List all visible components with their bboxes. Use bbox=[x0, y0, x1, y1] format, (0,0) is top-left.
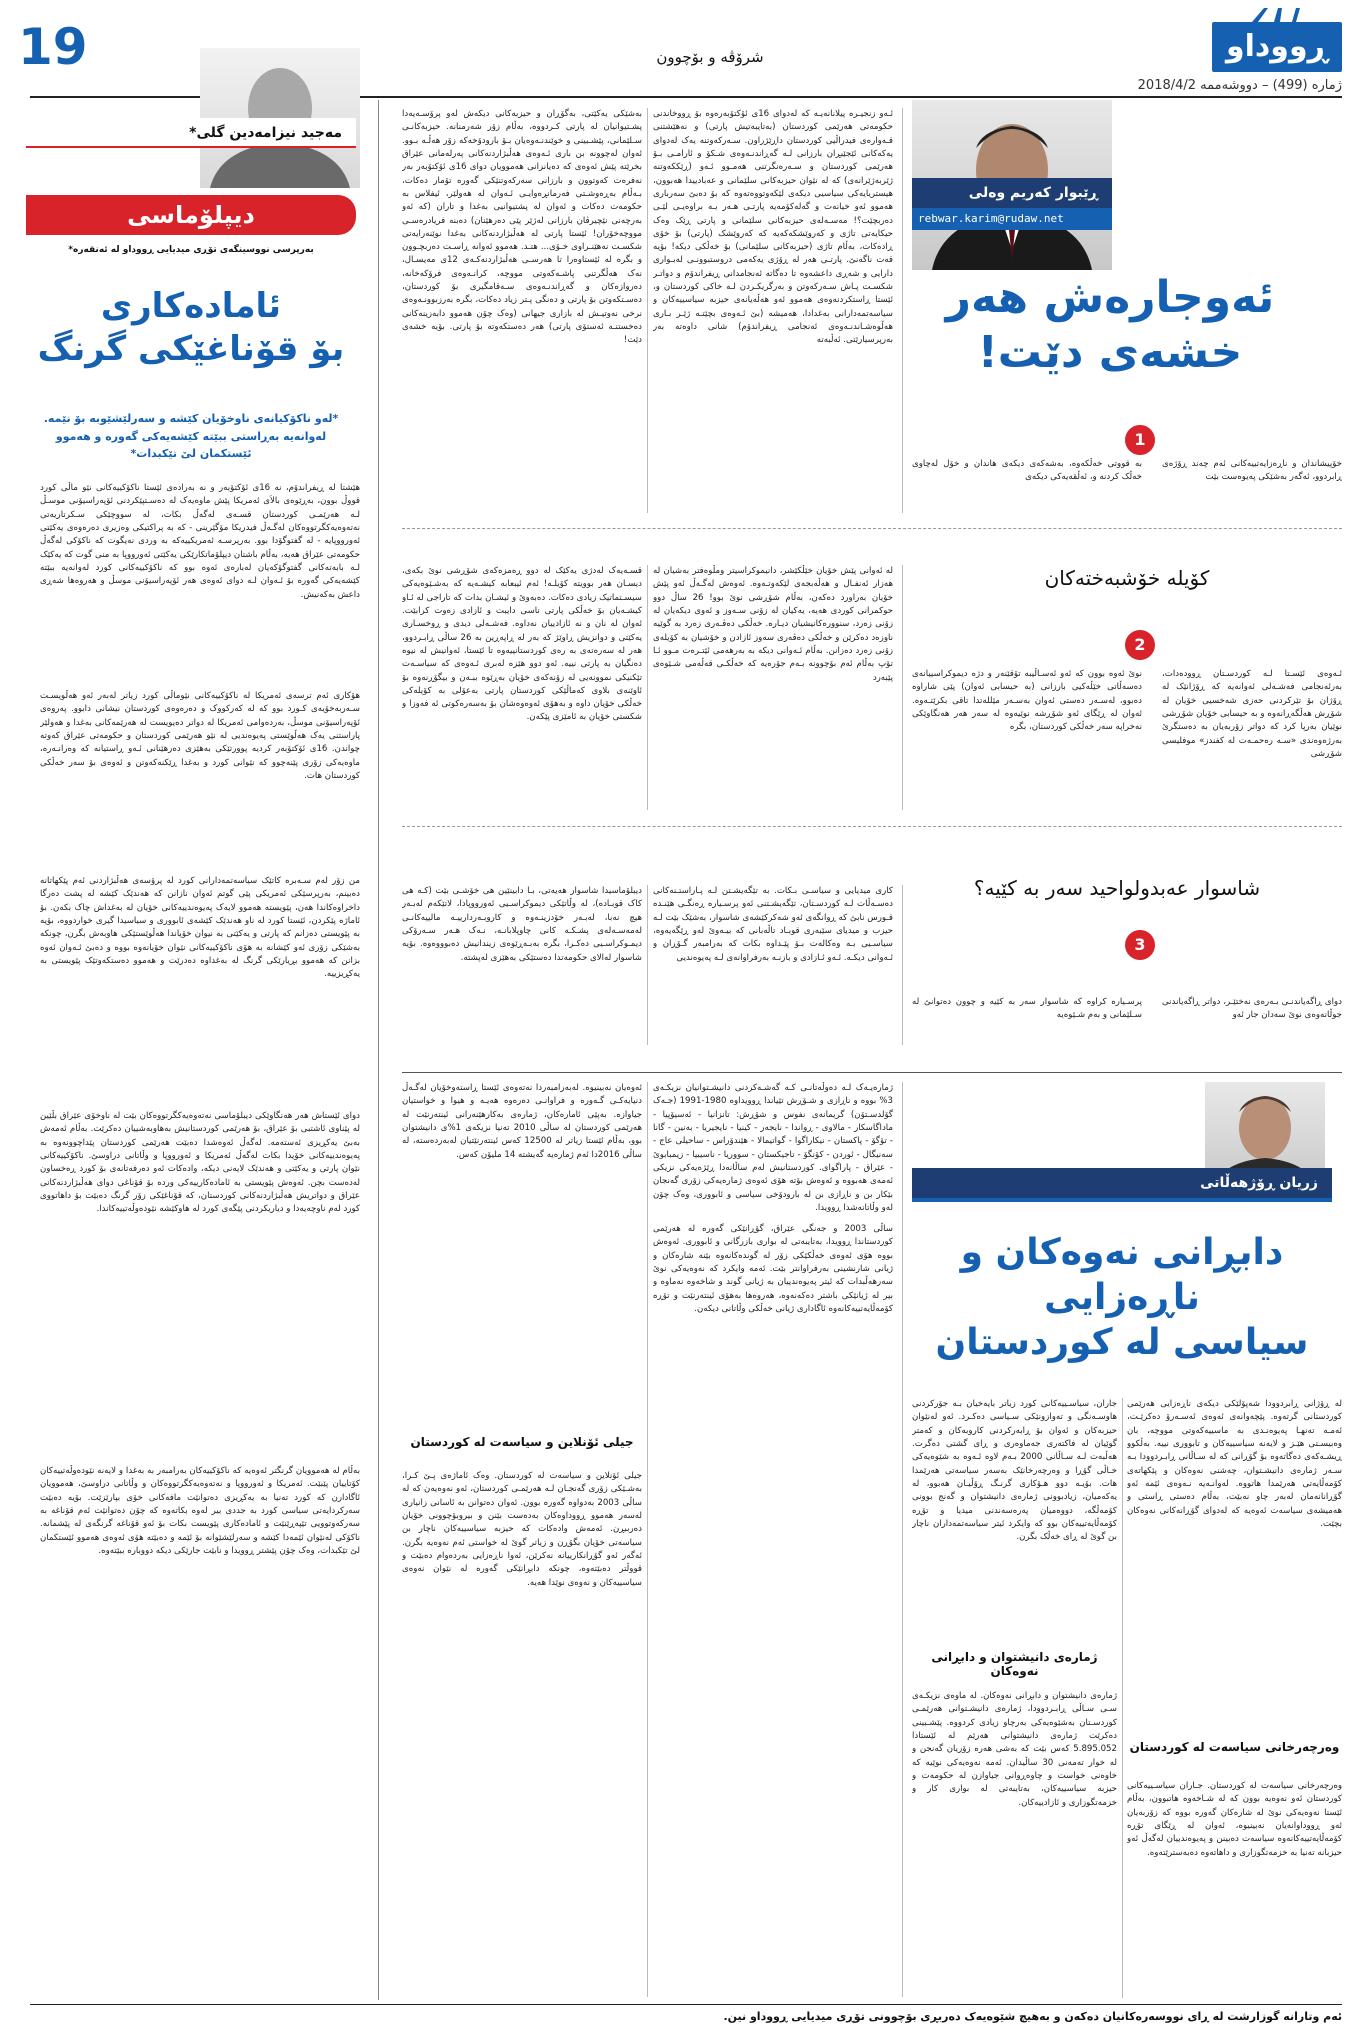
author-name: مەجید نیزامەدین گلی* bbox=[189, 125, 342, 141]
headline-article3 bbox=[902, 1230, 1342, 1365]
headline-article1 bbox=[890, 270, 1330, 380]
column-banner: دیپلۆماسی bbox=[26, 195, 356, 235]
article3-col3 bbox=[653, 1082, 893, 1992]
logo-rays-icon bbox=[1212, 8, 1342, 22]
article3-col3-b: ساڵی 2003 و جەنگی عێراق، گۆڕانێکی گەورە لە هەرێمی کوردستاندا ڕوویدا، بەتایبەتی لە بواری بازرگانی و ئابووری. ئەوەش بووە هۆی ئەوەی خەڵکێکی زۆر لە گوندەکانەوە بێنە شارەکان و ژیانی شارنشینی بەرفراوانتر بێت. ئەمە وایکرد کە نەوەیەکی نوێ سەرهەڵبدات کە ئیتر پەیوەندییان بە ژیانی گوند و شاخەوە نەماوە و بیر لە ژیانێکی باشتر دەکەنەوە، هەروەها بەهۆی ئینتەرنێت و تۆڕە کۆمەڵایەتییەکانەوە ئاگاداری ژیانی خەڵکی وڵاتانی دیکەن. bbox=[653, 1224, 893, 1314]
article2-body-p4: دوای ئێستاش هەر هەنگاوێکی دیبلۆماسی نەتەوەیەکگرتووەکان بێت لە ناوخۆی عێراق بڵێین لە پێناوی ئاشتبی بۆ عێراق، بۆ هەرێمی کوردستانیش بەهاوبەشییان دەکرێت. بەڵام ئەمەش بەبێ یەکڕیزی ئەستەمە. لەگەڵ ئەوەشدا دەبێت هەرێمی کوردستان پێداچوونەوە بە پەیوەندییەکانی خۆیدا بکات لەگەڵ ئەمریکا و ئەورووپا و وڵاتانی دراوسێ. ناکۆکییەکانی نێوان پارتی و یەکێتی و هەندێک لایەنی دیکە، وادەکات ئەو دەرفەتانەی بۆ کورد ڕەخساون لەدەست بچن. ئەوەش پێویستی بە ئامادەکارییەکی وردە بۆ قۆناغی دوای هەڵبژاردنەکانی عێراق و دواتریش هەڵبژاردنەکانی کوردستان، کە قۆناغێکی زۆر گرنگ دەبێت بۆ داهاتووی کورد لەم ناوچەیەدا و دیاریکردنی پێگەی کورد لە هاوکێشە نێودەوڵەتییەکاندا. bbox=[40, 1111, 360, 1215]
section-separator bbox=[402, 826, 1342, 827]
article3-col1-b: وەرچەرخانی سیاسەت لە کوردستان. جـاران سیاسـییەکانی کوردستان ئەو نەوەیە بوون کە لە شـاخەوە هاتبوون، بەڵام ئێستا نەوەیەکی نوێ لە شارەکان گەورە بووە کە زۆربەیان ئەو ڕووداوانەیان نەبینیوە، ئەوان لە ڕێگای تۆڕە کۆمەڵایەتییەکانەوە سیاسەت دەبینن و پەیوەندییان لەگەڵ ئەو حیزبانە تەنیا بە خزمەتگوزاری و داهاتەوە دەبەسترێتەوە. bbox=[1127, 1781, 1342, 1858]
headline-line2: بۆ قۆناغێکی گرنگ bbox=[37, 328, 345, 369]
part-badge-1: 1 bbox=[1125, 425, 1155, 455]
footer-rule bbox=[30, 2004, 1342, 2005]
article1-part2-col1: ئـەوەی ئێسـتا لـە کوردسـتان ڕوودەدات، بەرئەنجامی فەشـەلی ئەوانەیە کە ڕۆژانێک لە ڕۆژان بۆ تێرکردنی حەزی شەخسیی خۆیان لە شۆڕش هەڵگەڕانەوە و بە حیسابی خۆیان شۆڕشی نوێیان بەرپا کرد کە دواتر زۆربەیان بە دەستگرێ بەرژەوەندی «سـە رەحمـەت لە کفندز» موفلیسی شۆڕشی bbox=[1162, 669, 1342, 759]
article1-intro-col1: خۆپیشاندان و ناڕەزایەتییەکانی ئەم چەند ڕۆژەی ڕابردوو، ئەگەر بەشێکی پەیوەست بێت bbox=[1162, 459, 1342, 483]
article1-part1-col4: بەشێکی یەکێتی، بەگۆڕان و حیزبەکانی دیکەش لەو پرۆسـەیەدا پشـتیوانیان لە پارتی کـردووە، بەڵام زۆر شەرمنانە. حیزبەکانـی سـلێمانی، پێشـبینی و خوێندنـەوەیان بـۆ بارودۆخەکە زۆر هەڵـە بـوو. ئەوان لەچوونە بن باری ئـەوەی هەڵبژاردنەکانی پەرلەمانی عێراق بخرێتە پێش ئەوەی کە دەیانزانی هەموویان دوای 16ی ئۆکتۆبەر بەر نەفرەت کەوتوون و بارزانی سەرکەوتنێکی گەورە تۆمار دەکات، بـەڵام بەڕەوشـتی فەرمانڕەوایـی ئـەوان لە هەولێر، ئیفلاس بە حکومەت دەکات و ئەوان لە پشتیوانیی بەغدا و تاران (کە ئەو بەرچەنی نێچیرڤان بارزانی لەژێر پێی دەرهێنان) دەبنە فریادرەسـی مووچەخۆران! ئێستا پارتی لە هەڵبژاردنەکانی بەغدا نوێنەرایەتی شکسـت نەهێنـراوی خـۆی... هتـد. هەموو ئەوانە ڕاسـت دەربچـوون و بگرە لە ئێستاوەرا تا هەرسـی هەڵبژاردنەکـەی 12ی مەیسـال، نەک هەڵگرتنی پاشـەکەوتی مووچە، کرانـەوەی فرۆکەخانە، دەروازەکان و گەڕاندنـەوەی سـەقامگیری بۆ کوردستان، دەسـتکەوتن بۆ پارتی و دەنگی پـتر زیاد دەکات، بگرە بەرزبوونـەوەی نرخی نەوتیـش لە بازاری جیهانی (وەک چۆن هەموو دابەزینەکانی دەخستنـە ئەستۆی پارتی) هەر دەستکەوتە بۆ پارتی. بۆیە خشەی دێت! bbox=[402, 109, 642, 346]
issue-line: ژمارە (499) – دووشەممە 2018/4/2 bbox=[1137, 78, 1342, 93]
column-divider bbox=[378, 100, 379, 2000]
author-name-bar bbox=[912, 178, 1112, 208]
column-divider bbox=[647, 565, 648, 810]
part-badge-3: 3 bbox=[1125, 930, 1155, 960]
headline-line1: ئەوجارەش هەر bbox=[945, 272, 1275, 323]
column-divider bbox=[647, 108, 648, 513]
article3-col3-a: ژمارەیـەک لـە دەوڵەتانـی کـە گەشـەکردنی دانیشـتوانیان نزیکـەی 3% بووە و ناڕازی و شـۆڕش تێیاندا ڕوویداوە 1980-1991 (جـەک گۆلدسـتۆن) گریمانەی نفوس و شۆڕش: تانزانیا - ئەسیۆپیا - ماداگاسکار - مالاوی - ڕواندا - نایجەر - کینیا - نایجیریا - بەنین - گانا - تۆگۆ - پاکستان - نیکاراگوا - گواتیمالا - هێندۆراس - ساحیلی عاج - سەنیگال - ئوردن - کۆنگۆ - تاجیکستان - سووریا - ناسیبیا - زیمبابوێ - عێراق - پاراگوای. کوردستانیش لەم ساڵانەدا ڕێژەیەکی نزیکی ئەمەی هەبووە و ئەوەش بۆتە هۆی ئەوەی ژمارەیەکی زۆری گەنجان بێکار بن و ناڕازی بن لە بارودۆخی سیاسی و ئابووری، وەک چۆن لەو وڵاتانەشدا ڕوویدا. bbox=[653, 1083, 893, 1213]
article2-body-p5: بەڵام لە هەموویان گرنگتر ئەوەیە کە ناکۆکییەکان بەرامبەر بە بەغدا و لایەنە نێودەوڵەتییەکان کۆتاییان پێبێت. ئەمریکا و ئەورووپا و نەتەوەیەکگرتووەکان و وڵاتانی دراوسێ، هەموویان ئاگادارن کە کورد تەنیا بە یەکڕیزی دەتوانێت مافەکانی خۆی بپارێزێت. بۆیە دەبێت سەرکردایەتی سیاسی کورد بە جددی بیر لەوە بکاتەوە کە چۆن دەتوانێت ئەم قۆناغە بە سەرکەوتوویی تێپەڕێنێت و ئامادەکاری پێویست بکات بۆ ئەو قۆناغە گرنگەی لە پێشمانە. ناکۆکی لەنێوان ئێمەدا کێشە و سەرلێشێوانە بۆ ئێمە و دەبێتە هۆی ئەوەی هەموو ئێستکمان لێ تێکبدات، وەک چۆن پێشتر ڕوویدا و نابێت جارێکی دیکە دووبارە ببێتەوە. bbox=[40, 1466, 360, 1556]
article1-part2-col4: قسـەیەک لەدژی یەکێک لە دوو ڕەمزەکەی شۆڕشی نوێ بکەی، دیسـان هەر بوویتە کۆیلـە! ئەم ئیبعابە کیشـەیە کە بەشـێوەیەکی سیسـتماتیک زیادی دەکات. دەبەوێ و ئیشـان بدات کە تاراجی لە ئـاو کیشـەیان بۆ خەڵکی پارتی ناسی دایبت و ئازادی زەوت کرابێت. ئەوان لە نان و نە ئازادییان نەداوە. فەشـەلی دیدی و ڕوخسـاری یەکێتی و دوانزیش ڕاوێژ کە بەر لە ڕاپەڕین بە 26 ساڵی ڕابـردوو، هەر لە سەرەتەی بە رەی کوردستانییەوە تا ئێستا، ئەوانیش لە نیوە دەنگیان بە پارتی نییە. ئەو دوو هێزە لەبری ئـەوەی کە سیاسـەت تێکنیکی نموونەیی لە زۆنەکەی خۆیان بەڕێوە ببـەن و بیگۆڕنەوە بۆ ئاوێنەی بلاوی کەماڵێکی کوردستان پارتی بەعۆلی بە کۆیلەکی خەڵکی خۆیان داوە و بەهۆی ئەوەوەشان بۆ بەسەرەکوتی ئە فەوزا و شکستی خۆیان بە ئامێزی پێکەن. bbox=[402, 566, 642, 723]
headline-line2: سیاسی لە کوردستان bbox=[935, 1322, 1309, 1363]
section-separator bbox=[402, 528, 1342, 529]
article-separator bbox=[402, 1072, 1342, 1073]
column-divider bbox=[647, 1082, 648, 1997]
article3-col4-b: جیلی ئۆنلاین و سیاسەت لە کوردستان. وەک ئاماژەی پـێ کـرا، بەشـێکی زۆری گەنجـان لـە هەرێمـی کوردستان، ئەو نەوەیەن کە لە ساڵی 2003 بەدواوە گەورە بوون. ئەوان دەتوانن بە ئاسانی زانیاری لەسەر هەموو ڕووداوەکان بەدەست بێنن و بیروبۆچوونی خۆیان دەرببڕن. ئەمەش وادەکات کە حیزبە سیاسییەکان ناچار بن سیاسەتی خۆیان بگۆڕن و زیاتر گوێ لە خواستی ئەم نەوەیە بگرن. ئەگەر ئەو گۆڕانکارییانە نەکرێن، ئەوا ناڕەزایی بەردەوام دەبێت و قووڵتر دەبێتەوە، چونکە دابڕانێکی گەورە لە نێوان نەوەی سیاسییەکان و نەوەی نوێدا هەیە. bbox=[402, 1471, 642, 1588]
column-divider bbox=[647, 885, 648, 1045]
headline-article2 bbox=[26, 285, 356, 370]
article2-body-p2: هۆکاری ئەم ترسەی ئەمریکا لە ناکۆکییەکانی نێوماڵی کورد زیاتر لەبەر ئەو هەڵویسـت سـەربەخۆیەی کـورد بوو کە لە کەرکووک و دەرەوەی کوردستان نیشانی دابوو. پەروەی ئۆپەراسیۆنی موسڵ، بەردەوامی ئەمریکا لە دواتر دەیویست لە هەرێمەکانی بەغدا و هەولێر پاراستنی یەک هەڵوێستی پەیوەندیی لە نێو هەرێمی کوردستان و حکومەتی عێراق کەوتە چواندن. 16ی ئۆکتۆبەر کردیە پوورتێکی بەهێزی دەرهێنانی ئـەو ڕاستیانە کە وەرانـەرە، ماوەیەکی زۆری پێنەچوو کە نێوانی کورد و بەغدا ڕێکنەکەوتن و ئەوەی بۆ سەر خەڵکی کوردستان هات. bbox=[40, 691, 360, 781]
column-divider bbox=[902, 1082, 903, 1997]
author-tagline: بەرپرسی نووسینگەی تۆڕی میدیایی ڕووداو لە ئەنقەرە* bbox=[68, 245, 314, 255]
column-divider bbox=[1122, 1398, 1123, 1998]
author-name: زریان ڕۆژهەڵاتی bbox=[1200, 1175, 1318, 1191]
author-name: ڕێبوار کەریم وەلی bbox=[968, 185, 1098, 201]
article1-part1-col3: ئـەو زنجیـرە پیلانانەیـە کە لەدوای 16ی ئۆکتۆبەرەوە بۆ ڕووخاندنی حکومەتی هەرێمی کوردستان (بەتایبەتیش پارتی) و نەهێشتنی قـەوارەی فیدراڵیی کوردستان داڕێژراون. سـەرکەوتنە یەک لەدوای یەکەکانی ئێجێبڕان بارزانی لـە گەڕاندنـەوەی شـکۆ و ئارامـی بـۆ هەرێمی کوردستان و سـەرەنگرتنی هەمـوو ئـەو (ڕێککەوتنە ژێربەژێرانەی) کە لە نێوان حیزبەکانی سلێمانی و عەبادییدا هەبوون، هیستریایەکی سیاسیی دیکەی لێکەوتووەتەوە کە بۆ دەبێ سەرباری هەموو ئەو خیانەت و گەلەکۆمەیە پارتـی هـەر بـە براوەیـی لێـی دەربچێت؟! مەسـەلەی حیزبەکانی سلێمانی و پارتی ڕێک وەک حیکایەتی تاژی و کەروێشکەکەیە کە کەروێشک (پارتی) بۆ خۆی ڕادەکات، بەڵام تاژی (حیزبەکانی سلێمانی) بۆ خەڵکی دیکە! بۆیە قەت ناگەنێ. پارتـی هەر لە ڕۆژی یەکەمی دروستبوونـی لەبـواری دارایی و شەڕی داعشەوە تا دەگاتە ئەنجامدانی ڕیفراندۆم و دواتـر شکسـت پـاش سـەرکەوتن و بەرگریکـردن لـە خاکی کوردستان و، ئێستا ڕاستکردنەوەی هەموو ئەو هەڵەیانەی حیزبە سیاسییەکان و سیاسەتمەدارانی بەغدادا، هەمیشە (بێ ئـەوەی بچێتـە ژێـر بـاری هەڵوەشـاندنـەوەی ئەنجامی ڕیفراندۆم) شانی داوەتە بەر بەرپرسیارێتی. ئەڵبەتە bbox=[653, 109, 893, 346]
author-email: rebwar.karim@rudaw.net bbox=[912, 208, 1112, 230]
rudaw-logo: ڕووداو bbox=[1212, 22, 1342, 72]
column-divider bbox=[902, 108, 903, 513]
article3-subhead-2: ژمارەی دانیشتوان و دابڕانی نەوەکان bbox=[931, 1650, 1098, 1678]
article1-intro-col2: بە قووتی خەڵکەوە، بەشەکەی دیکەی هاندان و خۆل لەچاوی خەڵک کردنە و، ئەڵقەیەکی دیکەی bbox=[912, 459, 1142, 483]
article2-body-p1: هێشتا لە ڕیفراندۆم، نە 16ی ئۆکتۆبەر و نە بەرادەی ئێستا ناکۆکییەکانی نێو ماڵی کورد قووڵ بوون، بەڕێوەی بالاَی ئەمریکا پێش ماوەیەک لە دەسـتپێکردنی ئۆپەراسیۆنی موسـڵ لـە هەرێمـی کوردستان قسـەی لەگەڵ بکات، لە سووچێکی سـکرتاریەتی نەتەوەیەکگرتووەکان لەگـەڵ فیدریکا مۆگێرینی - کە بە پراکتیکی وەزیری دەرەوەی یەکێتی ئەورووپایە - لە گفتوگۆدا بوو. بەرپرسـە ئەمریکییەکە بە وردی نەیگوت کە ناکۆکی لەگەڵ حکومەتی عێراق هەیە، بەڵام باشتان دیپلۆماتکارێکی یەکێتی ئەورووپا بە منی گوت کە یەکێک لـە بابەتەکانی گفتوگۆکەیان لەبارەی ئەوە بوو کە ناکۆکییەکانی کورد لەوانەیە ببێتە کێشەیەکی گەورە بۆ ئـەوان لـە دوای ئەوەی هەر ئۆپەراسیۆنی موسڵ و هەروەها شەڕی داعش بەکەنیش. bbox=[40, 483, 360, 600]
article1-part3-col1: دوای ڕاگەیاندنـی بـەرەی نەختێـر، دواتر ڕاگەیاندنی جوڵانەوەی نوێ سەدان جار ئەو bbox=[1162, 997, 1342, 1021]
headline-line1: ئامادەکاری bbox=[100, 286, 282, 326]
headline-line2: خشەی دێت! bbox=[977, 327, 1243, 378]
article3-col1-a: لە ڕۆژانی ڕابردوودا شەپۆلێکی دیکەی ناڕەزایی هەرێمی کوردستانی گرتەوە. پێچەوانەی ئەوەی ئەسـەرۆ دەکرێـت، ئەمـە تەنهـا پەیوەنـدی بە ماسییەکەوتی مووچە، بان وەبیسـتی هێـز و لایەنە سیاسییەکان و تابووری نییە. بەڵکوو ڕیشـەکەی دەگاتەوە بۆ گۆڕانی کە لە سـاڵانی ڕابـردوودا بـە سـەر ژمارەی دانیشـتوان، چەشنی نەوەکان و پێکهاتەی کۆمەڵایەتی هەرێمدا هاتووە. لەوانـەیە نـەوەی ئێمە ئەو گۆڕانانەمان لەبەر چاو نەبێت، بەڵام دەستی ڕاستی و هەمیشەی سیاسەت ئەوەیە کە لەدوای گۆڕانەکانی نەوەکان بچێت. bbox=[1127, 1399, 1342, 1529]
name-underline bbox=[912, 1198, 1332, 1202]
article3-col4-a: ئەوەیان نەبینیوە. لەبەرامبەردا نەتەوەی ئێستا ڕاستەوخۆیان لەگـەڵ دنیایەکـی گـەورە و فراوانـی دەرەوە هەیـە و هیوا و خواستیان جیاوازە. بەپێی ئامارەکان، ژمارەی بەکارهێنەرانی ئینتەرنێت لە هەرێمی کوردستان لە ساڵی 2010 تەنیا نزیکەی 1%ی دانیشتوان بوو، بەڵام ئێستا زیاتر لە 12500 کەس ئینتەرنێتیان لەبەردەستە، لە ساڵی 2016دا ئەم ژمارەیە گەیشتە 14 ملیۆن کەس. bbox=[402, 1083, 642, 1160]
author-name-bar bbox=[912, 1168, 1332, 1198]
article3-subhead-1: وەرچەرخانی سیاسەت لە کوردستان bbox=[1129, 1740, 1340, 1754]
article1-part3-col2: پرسـیارە کراوە کە شاسوار سەر بە کێیە و چوون دەتوانێ لە سـلێمانی و بەم شـێوەیە bbox=[912, 997, 1142, 1021]
article2-deck: *لەو ناکۆکیانەی ناوخۆیان کێشە و سەرلێشێوبە بۆ نێمە. لەوانەیە بەڕاستی ببێتە کێشەیەکی گەورە و هەموو ئێستکمان لێ تێکبدات* bbox=[43, 412, 339, 461]
article3-col2-b: ژمارەی دانیشتوان و دابڕانی نەوەکان. لە ماوەی نزیکـەی سـی سـاڵی ڕابـردوودا، ژمارەی دانیشـتوانی هەرێمـی کوردسـتان بەشێوەیەکی بەرچاو زیادی کردووە. پێشـبینی دەکرێت ژمارەی دانیشتوانی هەرێم لە ئێستادا 5.895.052 کەس بێت کە بەشی هەرە زۆریان گەنجن و لە خوار تەمەنی 30 ساڵیدان. ئەمە نەوەیەکی نوێیە کە خاوەنی خواست و چاوەڕوانی جیاوازن لە حکومەت و حیزبە سیاسییەکان، بەتایبەتی لە بواری کار و خزمەتگوزاری و ئازادییەکان. bbox=[912, 1691, 1117, 1808]
headline-line1: دابڕانی نەوەکان و ناڕەزایی bbox=[960, 1232, 1284, 1318]
article1-part3-col4: دیبلۆماسیدا شاسوار هەیەتی، بـا دابینێین هی خۆشـی بێت (کـە هی کاک قوبـادە)، لە وڵاتێکی دیموکراسـیی ئەورووپادا، لاتێکەم لەبـەر هیچ نەبا، لەبـەر خۆدزینـەوە و کاروبـەردارییـە مالییەکانـی لەمەسـەلەی پشـکـە کانی چاوپلابانـە، نـەک هـەر سـەرۆکی دیمـوکراسـیی دەکـرا، بگرە بەبـەڕێوەی زیندانیش دەبوووەوە. بۆیە شاسوار لەالای حکومەتدا دەستێکی بەهێزی لەپشتە. bbox=[402, 886, 642, 963]
article3-subhead-3: جیلی ئۆنلاین و سیاسەت لە کوردستان bbox=[410, 1435, 634, 1449]
article3-col2-a: جاران، سیاسـییەکانی کورد زیاتر بایەخیان بـە جۆرکردنی هاوسـەنگی و تەوازونێکی سـیاسی دەکـرد. ئەو لەنێوان حیزبەکان و ئەوان بۆ ڕابەرکردنی کاروبەکان و کەمتر گوێیان لە فاکتەری جەماوەری و ڕای گشتی دەگرت. هەڵبەت لـە سـاڵانی 2000 بـەم لاوە ئـەوە بە شێوەیەکی خـاڵی گۆڕا و وەرچەرخانێک بەسەر سیاسەتی هەرێمدا هات. بۆیـە دوو هـۆکاری گرنـگ ڕۆڵیـان هەبوو، لە یەکەمیان، زیادبوونی ژمارەی دانیشتوان و گەنج بوونی کۆمەڵگە، دووەمیان پەرەسەندنی میدیا و تۆڕە کۆمەڵایەتییەکان بوو کە وایکرد ئیتر سیاسەتمەداران ناچار بن گوێ لە ڕای خەڵک بگرن. bbox=[912, 1399, 1117, 1543]
article1-part2-col2: نوێ ئەوە بوون کە ئەو ئەسـاڵیبە تۆقێنەر و دژە دیموکراسییانەی دەسەڵاتی خێڵەکیی بارزانی (بە حیسابی ئەوان) پێی شاراوە دەبوو، لەسـەر دەستی ئەوان بەسـەر مێللەتدا تاقی بکرێتـەوە. ئەوان لە ڕێگای ئەو شۆڕشە نوێیەوە لە سەر هەر هەنگاوێکی نەخراپە سەر خەڵکی کوردستان، بگرە bbox=[912, 669, 1142, 733]
page-footer: ئەم وتارانە گوزارشت لە ڕای نووسەرەکانیان دەکەن و بەهیچ شێوەیەک دەربڕی بۆچوونی تۆڕی میدیایی ڕووداو نین. bbox=[723, 2010, 1342, 2023]
part2-title: کۆیلە خۆشبەختەکان bbox=[1044, 566, 1210, 590]
column-divider bbox=[902, 885, 903, 1045]
section-title: شرۆڤە و بۆچوون bbox=[656, 48, 764, 66]
article1-part2-col3: لە ئەوانی پێش خۆیان خێڵکێشر، دانیموکراسیتر ومڵوەفتر بەشیان لە هەزار ئەنفـال و هەڵەبجەی لێکەوتـەوە. ئەوەش لەگـەڵ ئەو پێش خۆیان بەراورد دەکەن، بەڵام شۆڕشی نوێ بوو! 26 ساڵ دوو حوکمرانی کوردی هەیە، یەکیان لە زۆنی سـەوز و ئەوی دیکەیان لە زۆنی زەرد، سنوورەکانیشیان دیـارە. خەڵکی دەڤـەری زەرد بە گوێیە ناوزەد دەکرێن و خەڵکی دەڤەری سەوز ئازادن و خۆشیان بە کۆیلەی زۆنی زەرد دەزانن. بەڵام ئـەوانی دیکە بە بەرهەمی ئێتـرەت مـوو ئـا تۆپ بەڵام ئەم بۆچوونە بـەم جۆرەیە کە خەڵکـی قەڵەمی شـێوەی پێبەرد bbox=[653, 566, 893, 683]
author-name-bar bbox=[26, 118, 356, 148]
article1-part3-col3: کاری میدیایی و سیاسـی بـکات. بە تێگەیشـتن لـە پـاراستـنەکانی دەسـەڵات لـە کوردسـتان، تێگەیشـتنی ئەو پرسـیارە ڕەنگـی هێنـدە قـورس نابێ کە ڕوانگەی ئەو شەکرکێشەی شاسوار، بەشێک بێت لـە حیزب و میدیای سێبەری قوبـاد تاڵەبانی کە بیـەوێ لەو ڕێگەیەوە، سیاسـیی بـە وەکالەت بـۆ پێـداوە بکات کە بەرامبەر گـۆڕان و ئـەوانی دیکـە. ئـەو ئـازادی و بازنـە بەرفراوانەی لـە پەیوەندیی bbox=[653, 886, 893, 963]
part-badge-2: 2 bbox=[1125, 630, 1155, 660]
part3-title: شاسوار عەبدولواحید سەر بە کێیە؟ bbox=[973, 876, 1261, 900]
article2-body-p3: من زۆر لەم سـەبرە کاتێک سیاسەتمەدارانی کورد لە پرۆسەی هەڵبژاردنی ئەم پێکهاتانە دەبینم، بەرپرسێکی ئەمریکی پێی گوتم ئەوان نازانن کە هەندێک کێشە لە پشت دەرگا داخراوەکاندا هەن، پێویستە هەموو لایەک پەیوەندییەکانی خۆیان لە بەغداش چاک بکەن. بۆ ئاماژە پێکردن، ئێستا کورد لە ناو هەندێک کێشەی ئابووری و سیاسیدا گیری خواردووە، بۆیە بە پێویستی دەزانم کە پارتی و یەکێتی بە نیوان خۆیاندا هەڵوێستێکی هاوبەش بگرن، چونکە بەشێکی زۆری ئەو کێشانە بە هۆی ناکۆکییەکانی نێوان خۆیانەوە بووە و دەبێ ئـەوان ئەوە بزانن کە هەموو بڕیارێکی گرنگ لە بەغداوە دەدرێت و هەموو دەستکەوتێک پێویستی بە یەکڕیزییە. bbox=[40, 876, 360, 980]
column-divider bbox=[902, 565, 903, 810]
page-number: 19 bbox=[18, 18, 88, 76]
